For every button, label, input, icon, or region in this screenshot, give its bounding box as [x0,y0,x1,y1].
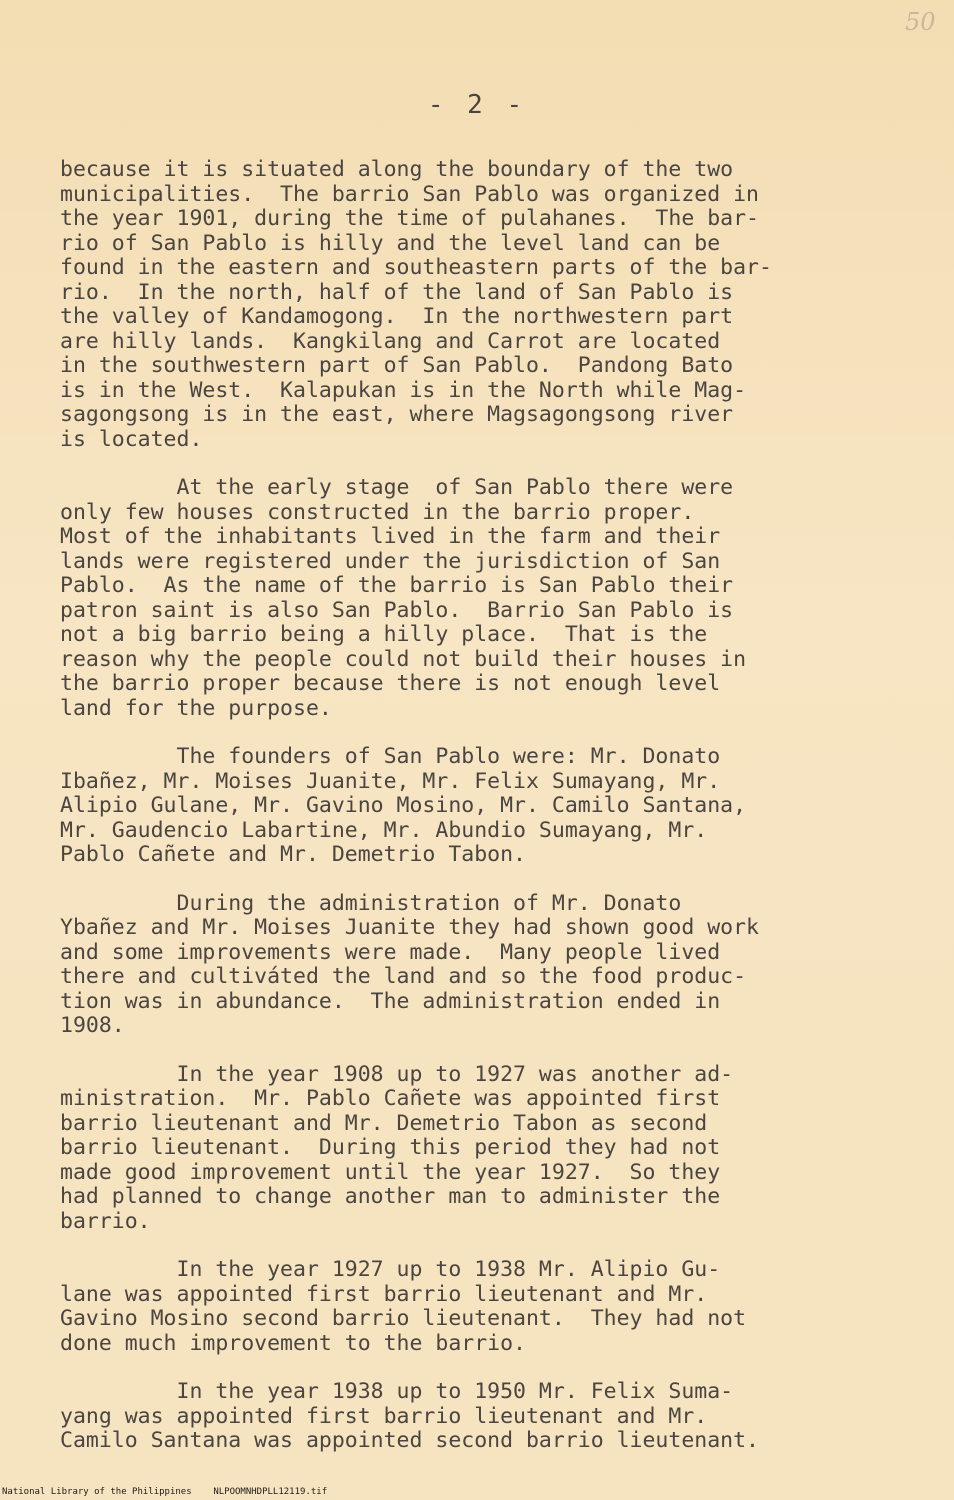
paragraph-1908-1927: In the year 1908 up to 1927 was another ad- ministration. Mr. Pablo Cañete was appointed first barrio lieutenant and Mr. Demetrio Tabon as second barrio lieutenant. During this period they had not made good improvement until the year 1927. So they had planned to change another man to administer the barrio. [60,1061,734,1234]
page-number: - 2 - [427,90,527,120]
paragraph-1927-1938: In the year 1927 up to 1938 Mr. Alipio Gu- lane was appointed first barrio lieutenant and Mr. Gavino Mosino second barrio lieutenant. They had not done much improvement to the barrio. [60,1257,747,1356]
archive-footer: National Library of the Philippines NLPOOMNHDPLL12119.tif [2,1487,328,1497]
paragraph-early-stage: At the early stage of San Pablo there were only few houses constructed in the barrio proper. Most of the inhabitants lived in the farm and their lands were registered under the jurisdiction of San Pablo. As the name of the barrio is San Pablo their patron saint is also San Pablo. Barrio San Pablo is not a big barrio being a hilly place. That is the reason why the people could not build their houses in the barrio proper because there is not enough level land for the purpose. [60,475,747,721]
paragraph-1938-1950: In the year 1938 up to 1950 Mr. Felix Suma- yang was appointed first barrio lieutenant and Mr. Camilo Santana was appointed second barrio lieutenant. [60,1379,759,1453]
handwritten-page-mark: 50 [905,8,936,36]
paragraph-boundary: because it is situated along the boundary of the two municipalities. The barrio San Pablo was organized in the year 1901, during the time of pulahanes. The bar- rio of San Pablo is hilly and the level land can be found in the eastern and southeastern parts of the bar- rio. In the north, half of the land of San Pablo is the valley of Kandamogong. In the northwestern part are hilly lands. Kangkilang and Carrot are located in the southwestern part of San Pablo. Pandong Bato is in the West. Kalapukan is in the North while Mag- sagongsong is in the east, where Magsagongsong river is located. [60,157,772,452]
document-body [60,158,940,1478]
paragraph-founders: The founders of San Pablo were: Mr. Donato Ibañez, Mr. Moises Juanite, Mr. Felix Sumayang, Mr. Alipio Gulane, Mr. Gavino Mosino, Mr. Camilo Santana, Mr. Gaudencio Labartine, Mr. Abundio Sumayang, Mr. Pablo Cañete and Mr. Demetrio Tabon. [60,744,747,867]
paragraph-first-administration: During the administration of Mr. Donato Ybañez and Mr. Moises Juanite they had shown good work and some improvements were made. Many people lived there and cultiváted the land and so the food produc- tion was in abundance. The administration ended in 1908. [60,890,759,1038]
